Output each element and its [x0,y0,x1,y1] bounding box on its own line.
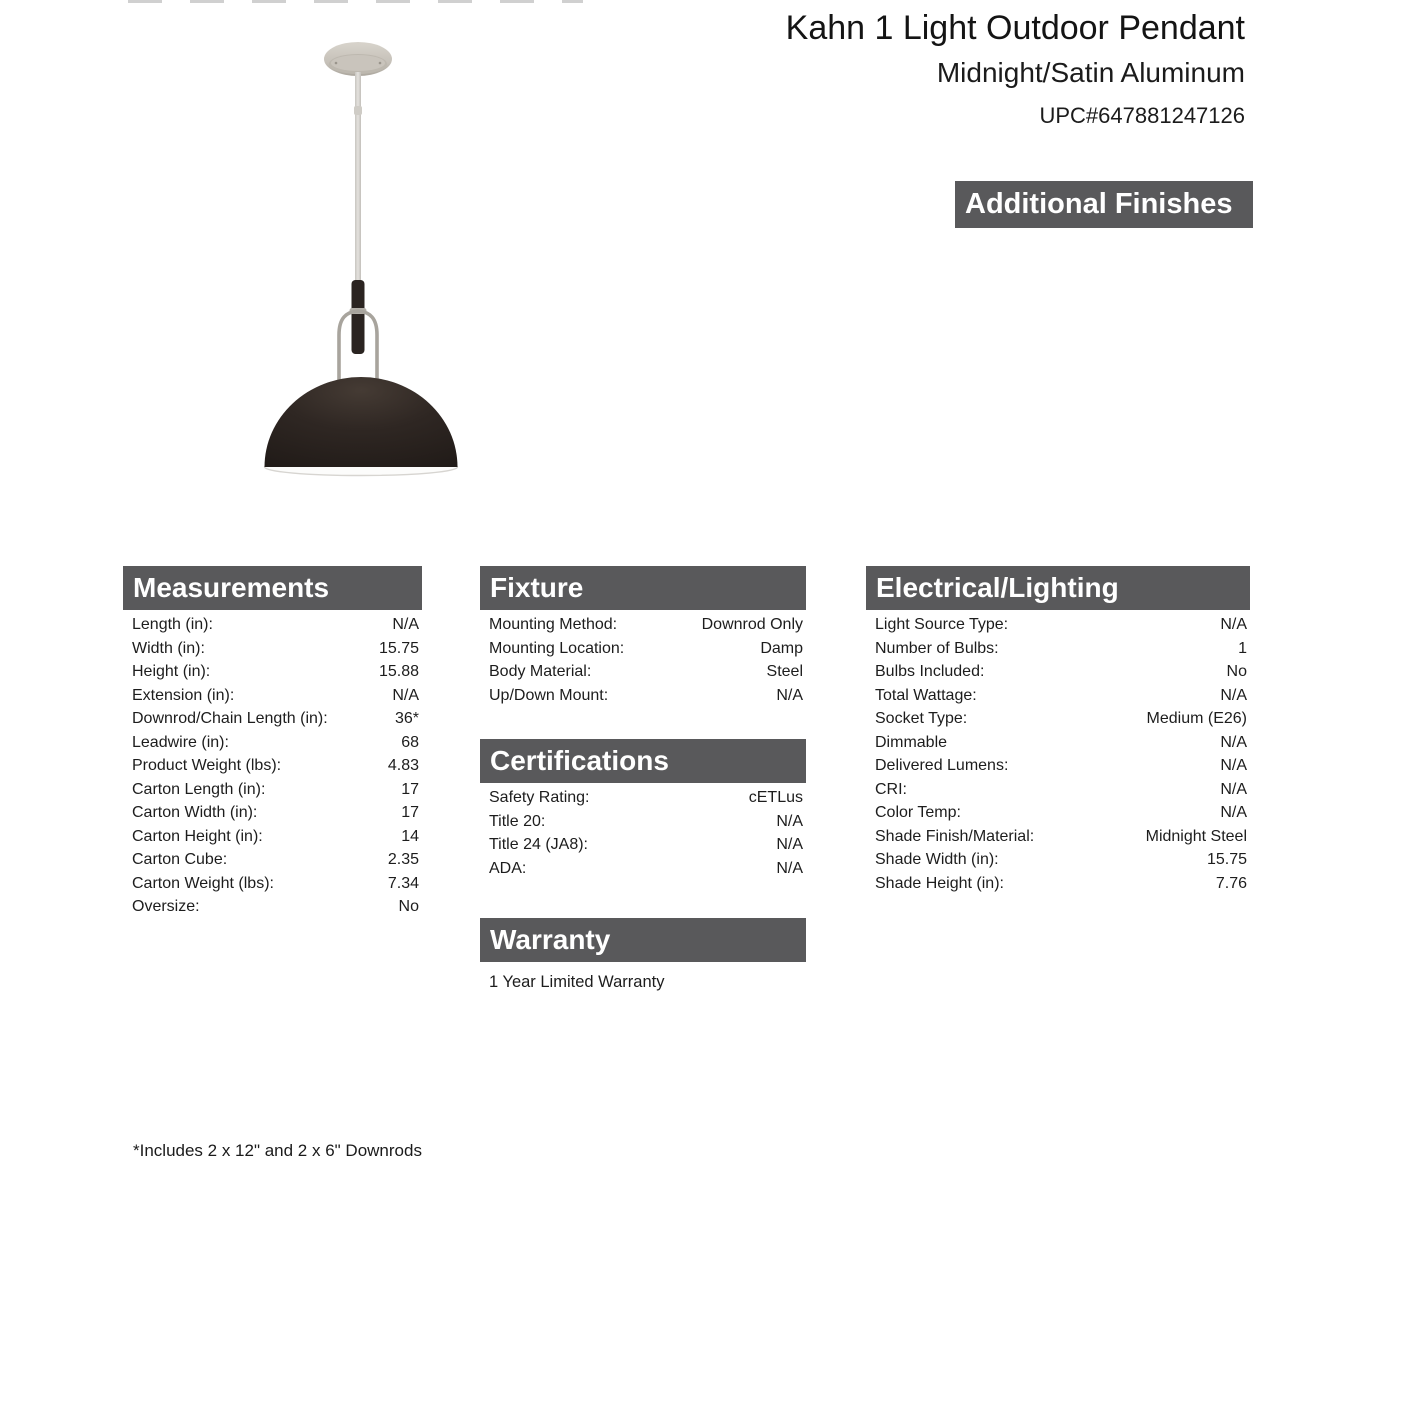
spec-label: ADA: [489,859,527,877]
spec-value: 17 [401,804,419,821]
spec-label: Light Source Type: [875,616,1009,633]
spec-label: Delivered Lumens: [875,757,1009,774]
spec-label: CRI: [875,780,907,798]
spec-value: Medium (E26) [1146,710,1247,727]
table-row [123,754,422,778]
shade-dome [265,377,458,467]
spec-value: 14 [401,827,419,845]
section-header-certifications: Certifications [480,739,806,783]
spec-value: 4.83 [387,757,419,774]
table-row [866,801,1250,825]
socket-stem [350,280,367,354]
spec-label: Title 20: [489,812,546,830]
table-row [866,848,1250,872]
downrod-footnote: *Includes 2 x 12" and 2 x 6" Downrods [133,1141,422,1160]
table-row [480,660,806,684]
spec-value: cETLus [748,789,803,806]
spec-label: Carton Height (in): [132,827,263,845]
table-row [123,637,422,661]
spec-label: Shade Height (in): [875,874,1004,892]
table-row [123,872,422,896]
spec-value: N/A [1220,804,1247,821]
table-row [866,637,1250,661]
table-row [123,684,422,708]
table-row [866,613,1250,637]
table-row [866,872,1250,896]
spec-value: Downrod Only [701,616,803,633]
spec-value: N/A [1220,780,1247,798]
spec-label: Number of Bulbs: [875,639,999,657]
spec-value: Steel [766,663,803,680]
table-row [123,731,422,755]
section-header-fixture: Fixture [480,566,806,610]
measurements-section [123,566,422,919]
spec-value: N/A [1220,757,1247,774]
spec-label: Length (in): [132,616,213,633]
spec-label: Color Temp: [875,804,961,821]
table-row [866,731,1250,755]
table-row [123,848,422,872]
spec-value: N/A [392,686,419,704]
table-row [123,801,422,825]
table-row [123,660,422,684]
spec-label: Downrod/Chain Length (in): [132,710,328,727]
spec-label: Bulbs Included: [875,663,985,680]
spec-value: 2.35 [387,851,419,868]
section-header-warranty: Warranty [480,918,806,962]
spec-label: Carton Weight (lbs): [132,874,274,892]
spec-label: Up/Down Mount: [489,686,609,704]
spec-label: Carton Cube: [132,851,228,868]
spec-value: 15.75 [378,639,419,657]
spec-value: 7.76 [1215,874,1247,892]
spec-label: Height (in): [132,663,211,680]
downrod [354,72,362,286]
spec-label: Shade Finish/Material: [875,827,1035,845]
spec-label: Oversize: [132,898,200,915]
spec-value: Midnight Steel [1145,827,1247,845]
product-finish: Midnight/Satin Aluminum [936,57,1245,88]
fixture-section [480,566,806,993]
spec-value: No [1226,663,1247,680]
spec-value: N/A [776,836,803,853]
spec-value: N/A [392,616,419,633]
table-row [866,825,1250,849]
table-row [123,895,422,919]
spec-label: Product Weight (lbs): [132,757,282,774]
spec-value: 68 [401,733,419,751]
table-row [480,786,806,810]
product-upc: UPC#647881247126 [1039,103,1245,128]
table-row [123,825,422,849]
canopy [324,42,392,76]
spec-value: No [398,898,419,915]
table-row [480,684,806,708]
spec-value: 36* [394,710,419,727]
table-row [866,778,1250,802]
spec-value: 15.75 [1206,851,1247,868]
spec-label: Width (in): [132,639,205,657]
spec-label: Carton Length (in): [132,780,266,798]
spec-label: Safety Rating: [489,789,590,806]
title-block [786,6,1245,137]
spec-value: N/A [776,859,803,877]
pendant-light-image [150,30,600,530]
spec-value: N/A [776,686,803,704]
spec-value: N/A [1220,733,1247,751]
electrical-section [866,566,1250,895]
table-row [123,613,422,637]
spec-label: Carton Width (in): [132,804,258,821]
spec-value: N/A [1220,686,1247,704]
spec-label: Shade Width (in): [875,851,999,868]
spec-label: Body Material: [489,663,592,680]
spec-value: 17 [401,780,419,798]
spec-label: Dimmable [875,733,948,751]
spec-label: Total Wattage: [875,686,977,704]
spec-value: 7.34 [387,874,419,892]
section-header-electrical: Electrical/Lighting [866,566,1250,610]
spec-value: 15.88 [378,663,419,680]
spec-label: Mounting Method: [489,616,618,633]
spec-label: Socket Type: [875,710,968,727]
table-row [480,613,806,637]
table-row [480,857,806,881]
spec-value: N/A [1220,616,1247,633]
section-header-measurements: Measurements [123,566,422,610]
table-row [480,810,806,834]
spec-label: Extension (in): [132,686,235,704]
additional-finishes-banner: Additional Finishes [955,181,1253,228]
spec-value: Damp [760,639,803,657]
spec-label: Title 24 (JA8): [489,836,588,853]
table-row [866,660,1250,684]
warranty-text: 1 Year Limited Warranty [489,973,665,991]
spec-label: Mounting Location: [489,639,625,657]
cropped-header-artifact [128,0,583,3]
table-row [480,637,806,661]
table-row [123,707,422,731]
table-row [480,833,806,857]
table-row [866,707,1250,731]
product-name: Kahn 1 Light Outdoor Pendant [785,9,1245,47]
table-row [866,754,1250,778]
table-row [123,778,422,802]
table-row [866,684,1250,708]
spec-value: 1 [1238,639,1247,657]
spec-label: Leadwire (in): [132,733,229,751]
spec-value: N/A [776,812,803,830]
